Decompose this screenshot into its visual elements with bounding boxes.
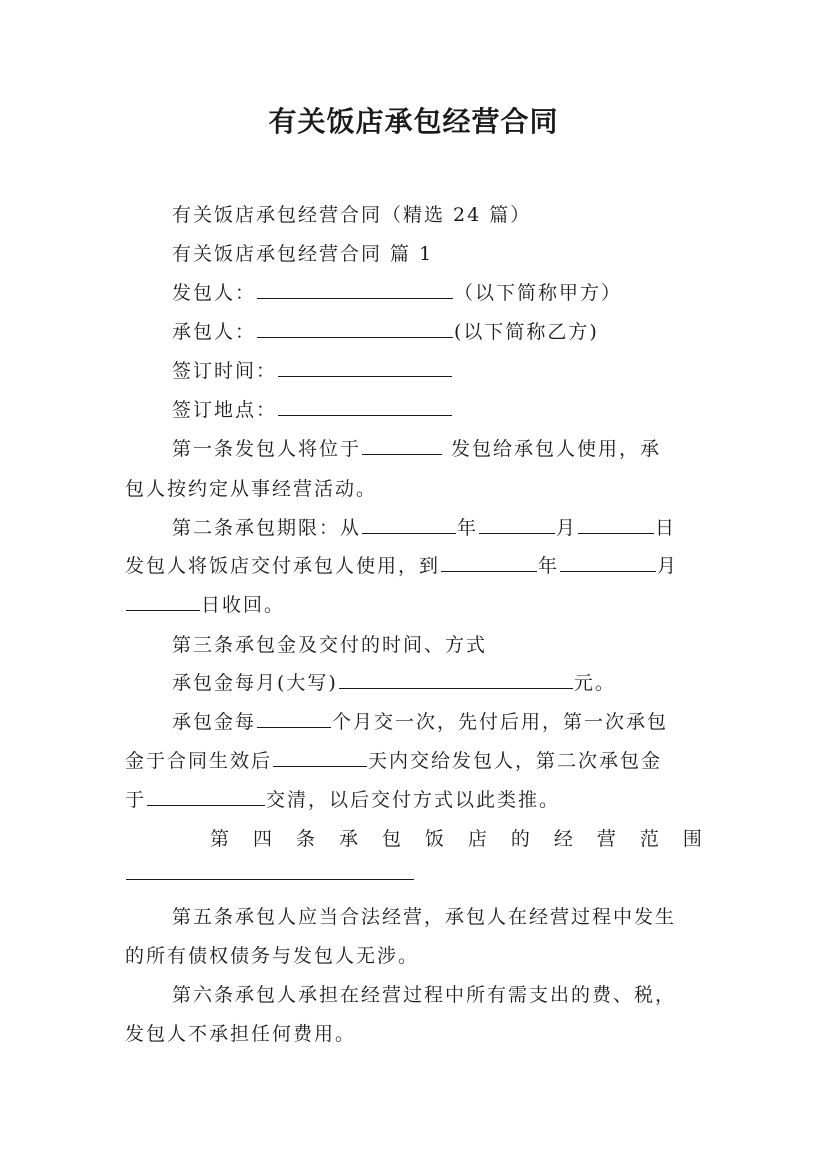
party-b-line: [172, 317, 752, 344]
article-4-char: 包: [381, 828, 403, 850]
article-3-text-cont: 天内交给发包人，第二次承包金: [368, 750, 663, 772]
year-label: 年: [457, 517, 479, 539]
party-a-label: 发包人：: [172, 282, 257, 304]
subtitle-line: 有关饭店承包经营合同（精选 24 篇）: [172, 204, 532, 226]
blank-field: [479, 516, 555, 534]
year-label: 年: [538, 555, 560, 577]
article-1-line-2: 包人按约定从事经营活动。: [125, 478, 378, 500]
article-4-char: 承: [338, 828, 360, 850]
article-1-text-cont: 发包给承包人使用，承: [443, 438, 662, 460]
article-4-char: 经: [553, 828, 575, 850]
article-4-char: 围: [682, 828, 704, 850]
article-4-char: 条: [295, 828, 317, 850]
blank-field: [362, 437, 442, 455]
article-4-char: 饭: [424, 828, 446, 850]
party-a-note: （以下简称甲方）: [454, 282, 623, 304]
blank-field: [273, 749, 367, 767]
article-2-line: [172, 513, 752, 540]
blank-field: [126, 862, 414, 880]
blank-field: [362, 516, 456, 534]
article-4-char: 营: [596, 828, 618, 850]
article-2-line-2: [125, 551, 705, 578]
party-a-line: [172, 278, 752, 305]
article-4-line: [210, 824, 704, 851]
day-label: 日: [655, 517, 677, 539]
blank-field: [257, 320, 453, 338]
article-4-char: 第: [210, 828, 232, 850]
blank-field: [339, 671, 573, 689]
sign-place-line: [172, 395, 752, 422]
blank-field: [257, 281, 453, 299]
article-3-text: 承包金每: [172, 711, 257, 733]
sign-time-label: 签订时间：: [172, 360, 278, 382]
article-3-text: 金于合同生效后: [125, 750, 273, 772]
article-1-line: [172, 434, 752, 461]
blank-field: [278, 359, 452, 377]
blank-field: [278, 398, 452, 416]
article-4-char: 的: [510, 828, 532, 850]
blank-field: [126, 593, 200, 611]
article-3-line-3: [125, 746, 705, 773]
article-3-text: 承包金每月(大写): [172, 672, 338, 694]
article-2-text-cont: 发包人将饭店交付承包人使用，到: [125, 555, 441, 577]
month-label: 月: [657, 555, 679, 577]
article-3-heading: 第三条承包金及交付的时间、方式: [172, 634, 488, 656]
article-4-char: 四: [252, 828, 274, 850]
article-6-line-2: 发包人不承担任何费用。: [125, 1023, 357, 1045]
sign-place-label: 签订地点：: [172, 399, 278, 421]
blank-field: [147, 788, 265, 806]
article-5-line: 第五条承包人应当合法经营，承包人在经营过程中发生: [172, 906, 677, 928]
article-2-line-3: [125, 590, 705, 617]
currency-label: 元。: [573, 672, 616, 694]
blank-field: [257, 710, 331, 728]
article-3-text-cont: 个月交一次，先付后用，第一次承包: [332, 711, 669, 733]
article-5-line-2: 的所有债权债务与发包人无涉。: [125, 945, 420, 967]
blank-field: [578, 516, 654, 534]
article-3-text: 于: [125, 789, 147, 811]
article-4-char: 范: [639, 828, 661, 850]
article-3-line-2: [172, 707, 752, 734]
article-3-line-1: [172, 668, 752, 695]
article-3-line-4: [125, 785, 705, 812]
article-1-text: 第一条发包人将位于: [172, 438, 362, 460]
party-b-label: 承包人：: [172, 321, 257, 343]
sign-time-line: [172, 356, 752, 383]
blank-field: [441, 554, 537, 572]
article-6-line: 第六条承包人承担在经营过程中所有需支出的费、税，: [172, 984, 677, 1006]
document-title: 有关饭店承包经营合同: [268, 105, 559, 138]
article-2-text: 第二条承包期限：从: [172, 517, 362, 539]
article-4-line-2: [125, 862, 705, 885]
article-4-char: 店: [467, 828, 489, 850]
article-3-text-cont: 交清，以后交付方式以此类推。: [266, 789, 561, 811]
party-b-note: (以下简称乙方): [454, 321, 599, 343]
month-label: 月: [556, 517, 578, 539]
article-2-text-end: 日收回。: [201, 594, 286, 616]
section-heading: 有关饭店承包经营合同 篇 1: [172, 243, 434, 265]
blank-field: [560, 554, 656, 572]
